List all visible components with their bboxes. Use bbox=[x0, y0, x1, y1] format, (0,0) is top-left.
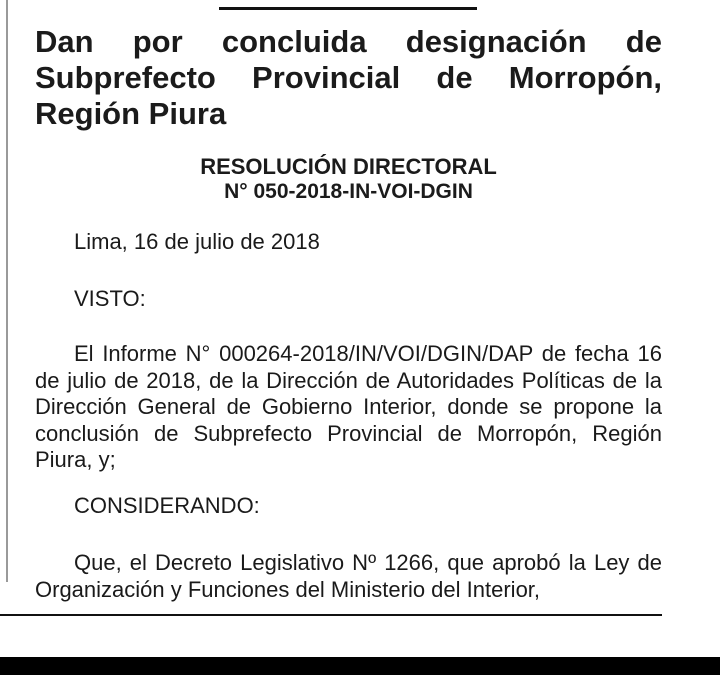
informe-paragraph: El Informe N° 000264-2018/IN/VOI/DGIN/DAP de fecha 16 de julio de 2018, de la Dirección de Autoridades Políticas de la Dirección General de Gobierno Interior, donde se propone la conclusión de Subprefecto Provincial de Morropón, Región Piura, y; bbox=[35, 341, 662, 472]
top-divider bbox=[219, 7, 477, 10]
que-paragraph: Que, el Decreto Legislativo Nº 1266, que aprobó la Ley de Organización y Funciones del Ministerio del Interior, bbox=[35, 550, 662, 602]
date-line: Lima, 16 de julio de 2018 bbox=[74, 229, 320, 254]
headline: Dan por concluida designación de Subprefecto Provincial de Morropón, Región Piura bbox=[35, 24, 662, 131]
resolution-title: RESOLUCIÓN DIRECTORAL bbox=[200, 154, 497, 179]
considerando-heading: CONSIDERANDO: bbox=[74, 493, 260, 518]
bottom-divider bbox=[0, 614, 662, 616]
bottom-black-band bbox=[0, 657, 720, 675]
resolution-number: N° 050-2018-IN-VOI-DGIN bbox=[224, 180, 473, 203]
left-column-rule bbox=[6, 0, 8, 582]
visto-heading: VISTO: bbox=[74, 286, 146, 311]
